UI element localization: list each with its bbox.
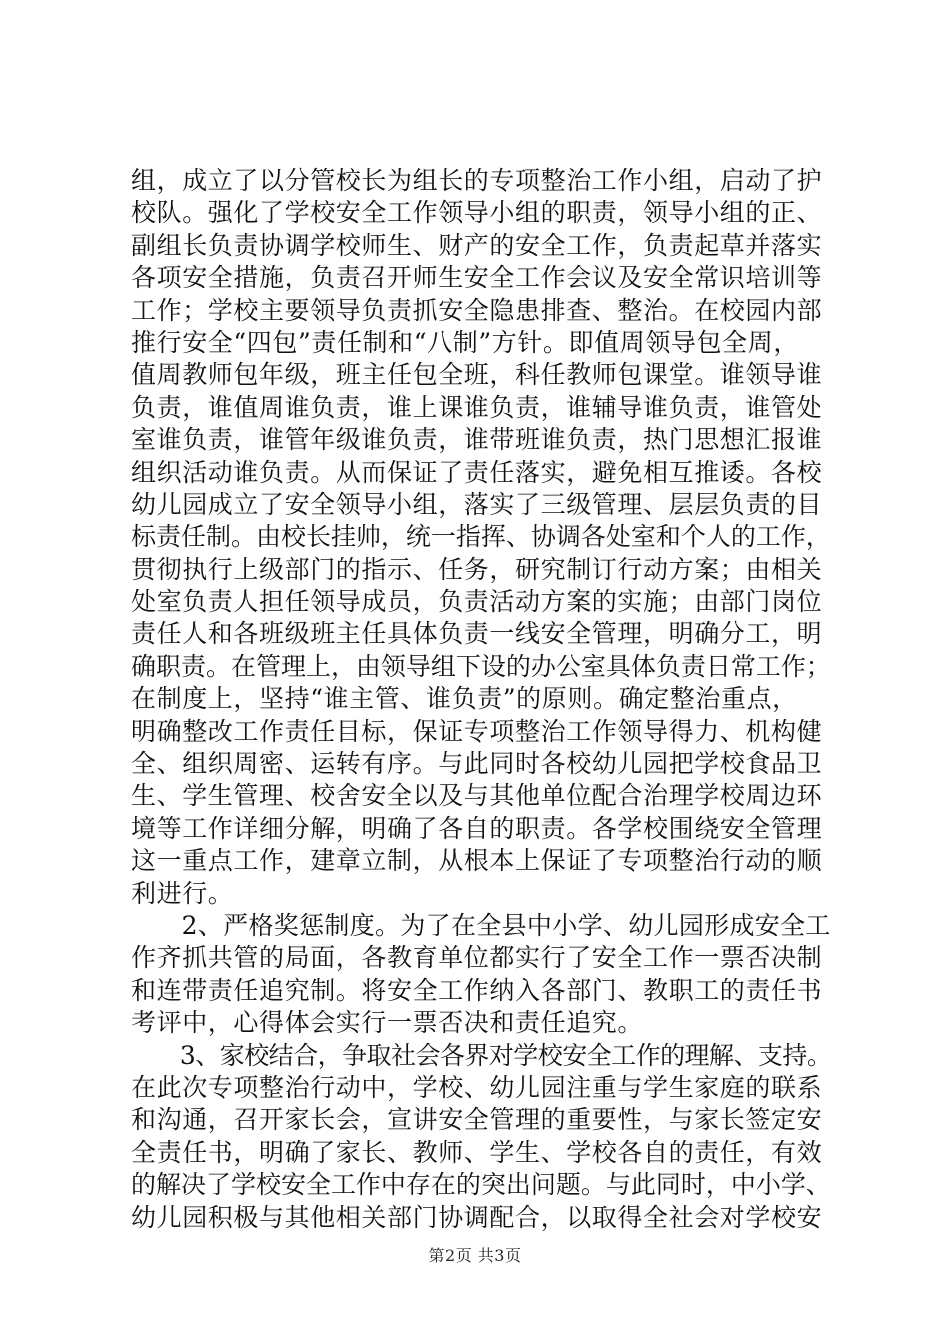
text-line: 作齐抓共管的局面，各教育单位都实行了安全工作一票否决制 <box>131 943 823 973</box>
text-line: 值周教师包年级，班主任包全班，科任教师包课堂。谁领导谁 <box>131 360 823 390</box>
text-line: 的解决了学校安全工作中存在的突出问题。与此同时，中小学、 <box>131 1170 831 1200</box>
text-line: 境等工作详细分解，明确了各自的职责。各学校围绕安全管理 <box>131 813 823 843</box>
text-line: 标责任制。由校长挂帅，统一指挥、协调各处室和个人的工作， <box>131 522 831 552</box>
text-line: 室谁负责，谁管年级谁负责，谁带班谁负责，热门思想汇报谁 <box>131 425 823 455</box>
text-line: 和沟通，召开家长会，宣讲安全管理的重要性，与家长签定安 <box>131 1105 823 1135</box>
text-line: 校队。强化了学校安全工作领导小组的职责，领导小组的正、 <box>131 198 823 228</box>
page-footer: 第2页 共3页 <box>428 1246 522 1265</box>
text-line: 推行安全“四包”责任制和“八制”方针。即值周领导包全周， <box>131 327 799 357</box>
text-line: 幼儿园成立了安全领导小组，落实了三级管理、层层负责的目 <box>131 489 823 519</box>
text-line: 贯彻执行上级部门的指示、任务，研究制订行动方案；由相关 <box>131 554 823 584</box>
text-line: 幼儿园积极与其他相关部门协调配合，以取得全社会对学校安 <box>131 1202 823 1232</box>
text-line: 全、组织周密、运转有序。与此同时各校幼儿园把学校食品卫 <box>131 749 823 779</box>
text-line: 副组长负责协调学校师生、财产的安全工作，负责起草并落实 <box>131 230 823 260</box>
text-line: 2、严格奖惩制度。为了在全县中小学、幼儿园形成安全工 <box>131 910 831 940</box>
text-line: 各项安全措施，负责召开师生安全工作会议及安全常识培训等 <box>131 263 823 293</box>
text-line: 在制度上，坚持“谁主管、谁负责”的原则。确定整治重点， <box>131 684 798 714</box>
text-line: 考评中，心得体会实行一票否决和责任追究。 <box>131 1008 644 1038</box>
text-line: 确职责。在管理上，由领导组下设的办公室具体负责日常工作； <box>131 651 831 681</box>
text-line: 负责，谁值周谁负责，谁上课谁负责，谁辅导谁负责，谁管处 <box>131 392 823 422</box>
body-text <box>131 165 831 1234</box>
text-line: 生、学生管理、校舍安全以及与其他单位配合治理学校周边环 <box>131 781 823 811</box>
text-line: 明确整改工作责任目标，保证专项整治工作领导得力、机构健 <box>131 716 823 746</box>
text-line: 在此次专项整治行动中，学校、幼儿园注重与学生家庭的联系 <box>131 1072 823 1102</box>
text-line: 处室负责人担任领导成员，负责活动方案的实施；由部门岗位 <box>131 587 823 617</box>
text-line: 3、家校结合，争取社会各界对学校安全工作的理解、支持。 <box>131 1040 832 1070</box>
text-line: 全责任书，明确了家长、教师、学生、学校各自的责任，有效 <box>131 1137 823 1167</box>
text-line: 组织活动谁负责。从而保证了责任落实，避免相互推诿。各校 <box>131 457 823 487</box>
text-line: 这一重点工作，建章立制，从根本上保证了专项整治行动的顺 <box>131 846 823 876</box>
text-line: 利进行。 <box>131 878 234 908</box>
text-line: 组，成立了以分管校长为组长的专项整治工作小组，启动了护 <box>131 166 823 195</box>
text-line: 责任人和各班级班主任具体负责一线安全管理，明确分工，明 <box>131 619 823 649</box>
text-line: 和连带责任追究制。将安全工作纳入各部门、教职工的责任书 <box>131 975 823 1005</box>
text-line: 工作；学校主要领导负责抓安全隐患排查、整治。在校园内部 <box>131 295 823 325</box>
